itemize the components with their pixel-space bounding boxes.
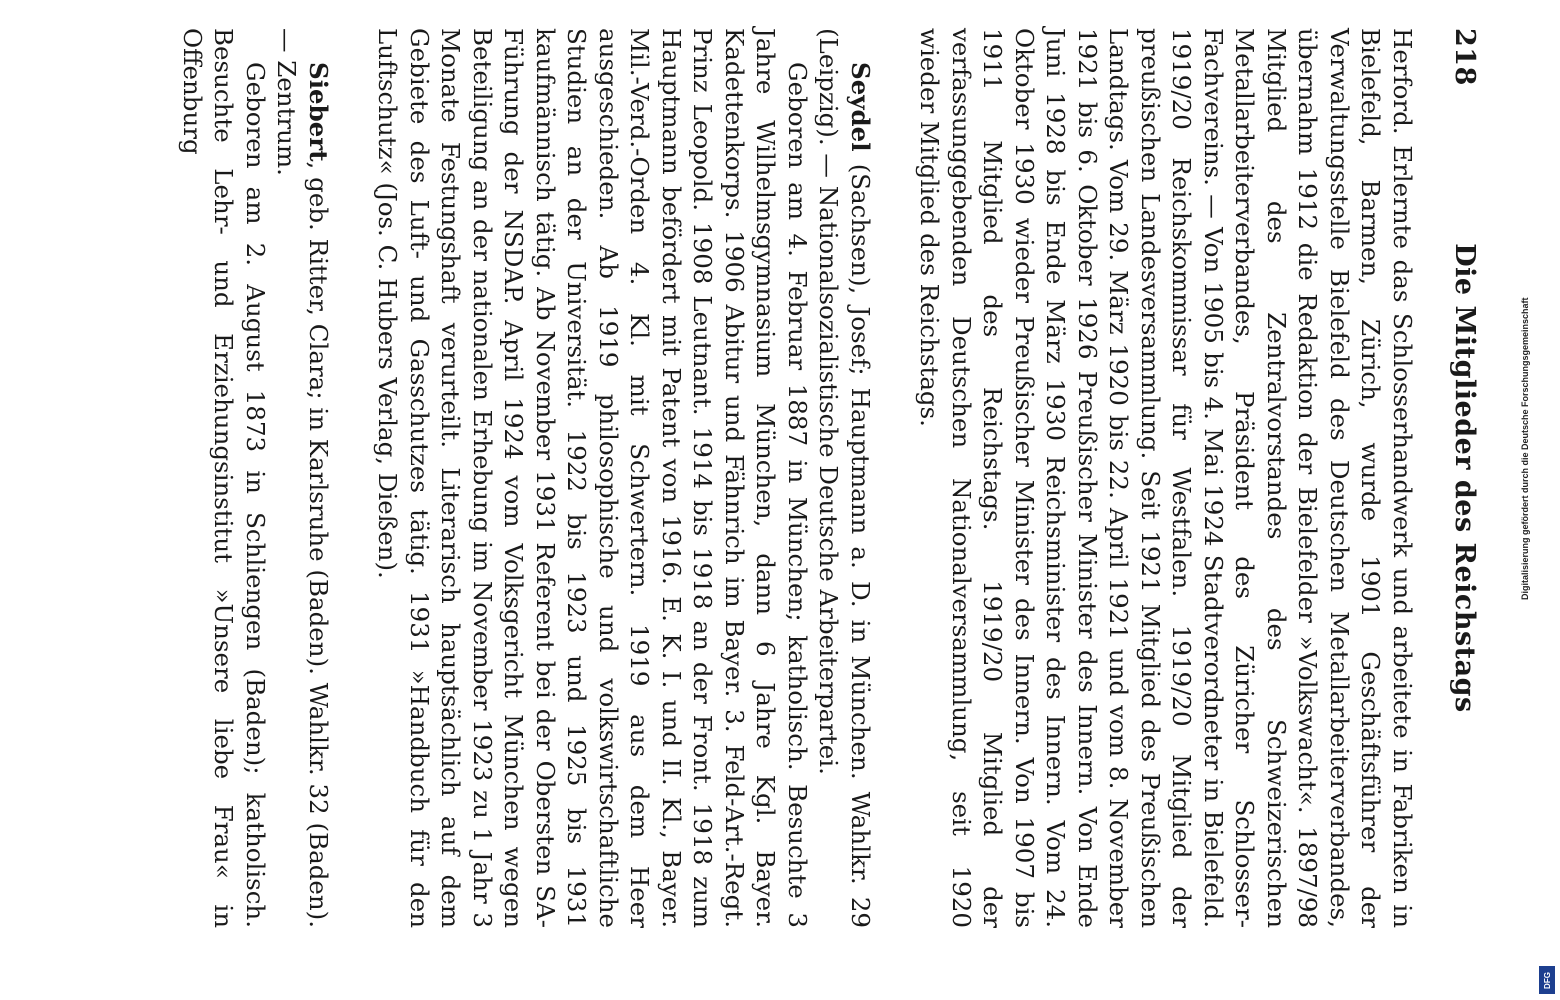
digitization-note: Digitalisierung gefördert durch die Deutsche Forschungsgemeinschaft: [1520, 297, 1530, 600]
entry-heading-rest-siebert: , geb. Ritter, Clara; in Karlsruhe (Baden). Wahlkr. 32 (Baden). — Zentrum.: [272, 28, 333, 928]
page-number: 218: [1449, 28, 1480, 86]
document-page: [80, 28, 1480, 928]
entry-name-siebert: Siebert: [304, 62, 333, 162]
dfg-logo-text: DFG: [1542, 971, 1552, 989]
entry-heading-rest-seydel: (Sachsen), Josef; Hauptmann a. D. in München. Wahlkr. 29 (Leipzig). — Nationalsozialistische Deutsche Arbeiterpartei.: [814, 28, 875, 928]
running-head: [1440, 28, 1480, 928]
entry-bio-siebert: Geboren am 2. August 1873 in Schliengen (Baden); katholisch. Besuchte Lehr- und Erziehungsinstitut »Unsere liebe Frau« in Offenburg: [178, 28, 270, 928]
entry-bio-seydel: Geboren am 4. Februar 1887 in München; katholisch. Besuchte 3 Jahre Wilhelmsgymnasium München, dann 6 Jahre Kgl. Bayer. Kadettenkorps. 1906 Abitur und Fähnrich im Bayer. 3. Feld-Art.-Regt. Prinz Leopold. 1908 Leutnant. 1914 bis 1918 an der Front. 1918 zum Hauptmann befördert mit Patent von 1916. E. K. I. und II. Kl., Bayer. Mil.-Verd.-Orden 4. Kl. mit Schwertern. 1919 aus dem Heer ausgeschieden. Ab 1919 philosophische und volkswirtschaftliche Studien an der Universität. 1922 bis 1923 und 1925 bis 1931 kaufmännisch tätig. Ab November 1931 Referent bei der Obersten SA-Führung der NSDAP. April 1924 vom Volksgericht München wegen Beteiligung an der nationalen Erhebung im November 1923 zu 1 Jahr 3 Monate Festungshaft verurteilt. Literarisch hauptsächlich auf dem Gebiete des Luft- und Gasschutzes tätig. 1931 »Handbuch für den Luftschutz« (Jos. C. Hubers Verlag, Dießen).: [373, 28, 812, 928]
entry-name-seydel: Seydel: [846, 62, 875, 152]
entry-heading-siebert: [271, 28, 334, 928]
body-text: [177, 28, 1419, 928]
dfg-logo: [1539, 966, 1555, 994]
entry-heading-seydel: [813, 28, 876, 928]
continuation-paragraph: Herford. Erlernte das Schlosserhandwerk und arbeitete in Fabriken in Bielefeld, Barmen, Zürich, wurde 1901 Geschäftsführer der Verwaltungsstelle Bielefeld des Deutschen Metallarbeiterverbandes, übernahm 1912 die Redaktion der Bielefelder »Volkswacht«. 1897/98 Mitglied des Zentralvorstandes des Schweizerischen Metallarbeiterverbandes, Präsident des Züricher Schlosser-Fachvereins. — Von 1905 bis 4. Mai 1924 Stadtverordneter in Bielefeld. 1919/20 Reichskommissar für Westfalen. 1919/20 Mitglied der preußischen Landesversammlung. Seit 1921 Mitglied des Preußischen Landtags. Vom 29. März 1920 bis 22. April 1921 und vom 8. November 1921 bis 6. Oktober 1926 Preußischer Minister des Innern. Von Ende Juni 1928 bis Ende März 1930 Reichsminister des Innern. Vom 24. Oktober 1930 wieder Preußischer Minister des Innern. Von 1907 bis 1911 Mitglied des Reichstags. 1919/20 Mitglied der verfassunggebenden Deutschen Nationalversammlung, seit 1920 wieder Mitglied des Reichstags.: [915, 28, 1417, 928]
page-header-title: Die Mitglieder des Reichstags: [1449, 243, 1480, 713]
